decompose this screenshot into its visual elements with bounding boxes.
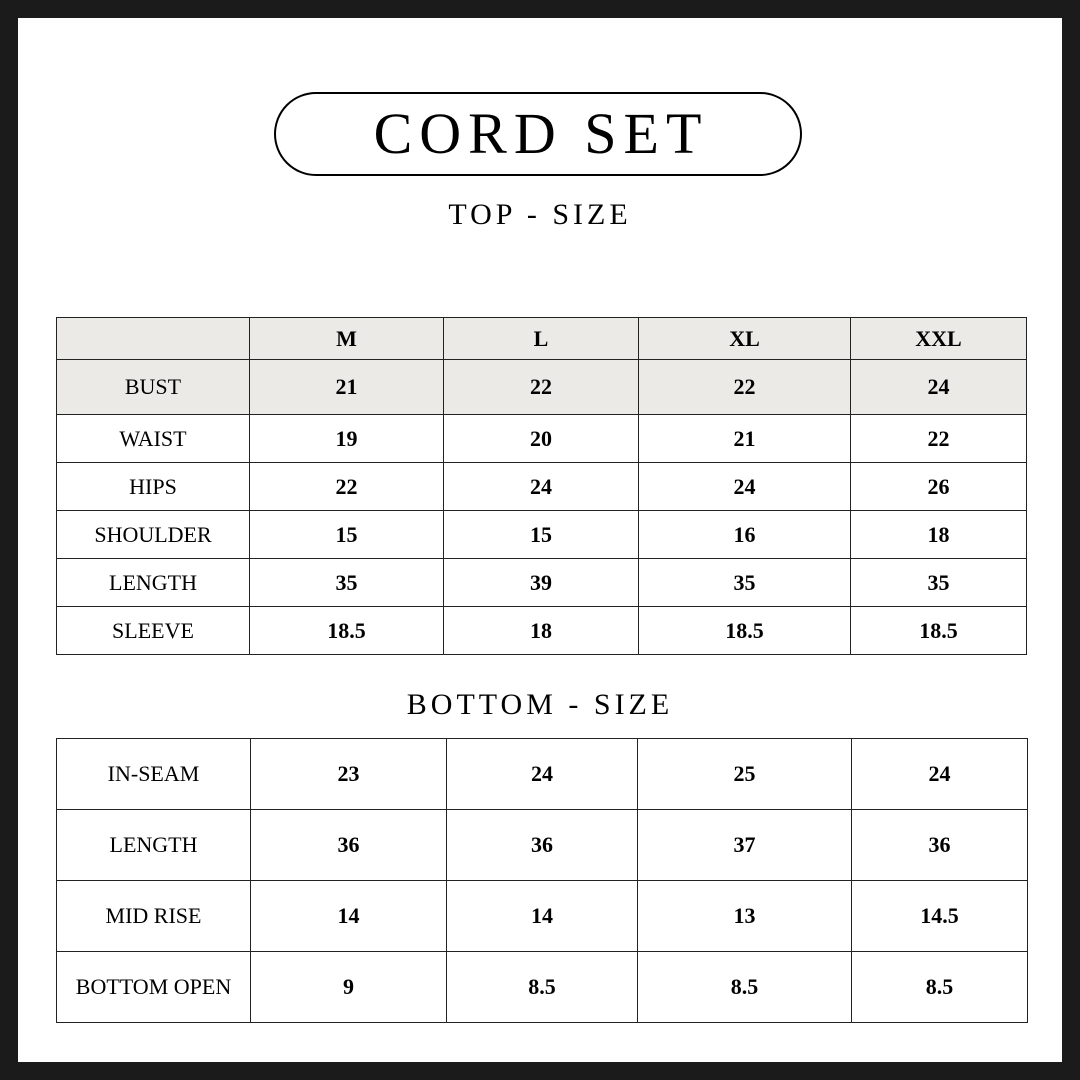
size-header-xl: XL (639, 318, 851, 360)
top-size-table (56, 317, 1027, 655)
cell-value: 35 (639, 559, 851, 607)
cell-value: 22 (639, 360, 851, 415)
cell-value: 39 (444, 559, 639, 607)
cell-value: 20 (444, 415, 639, 463)
row-label: BOTTOM OPEN (57, 952, 251, 1023)
table-row (57, 607, 1027, 655)
cell-value: 22 (444, 360, 639, 415)
cell-value: 24 (447, 739, 638, 810)
page-title: CORD SET (373, 101, 709, 166)
table-row (57, 952, 1028, 1023)
row-label: HIPS (57, 463, 250, 511)
bottom-size-table (56, 738, 1028, 1023)
table-row (57, 511, 1027, 559)
cell-value: 24 (444, 463, 639, 511)
cell-value: 9 (251, 952, 447, 1023)
cell-value: 35 (851, 559, 1027, 607)
cell-value: 23 (251, 739, 447, 810)
size-header-row (57, 318, 1027, 360)
size-header-l: L (444, 318, 639, 360)
cell-value: 14 (447, 881, 638, 952)
row-label: MID RISE (57, 881, 251, 952)
cell-value: 25 (638, 739, 852, 810)
row-label: BUST (57, 360, 250, 415)
cell-value: 18.5 (639, 607, 851, 655)
cell-value: 18.5 (851, 607, 1027, 655)
cell-value: 24 (851, 360, 1027, 415)
cell-value: 15 (444, 511, 639, 559)
table-row (57, 463, 1027, 511)
cell-value: 22 (250, 463, 444, 511)
cell-value: 18.5 (250, 607, 444, 655)
table-row (57, 360, 1027, 415)
cell-value: 18 (851, 511, 1027, 559)
cell-value: 21 (639, 415, 851, 463)
row-label: LENGTH (57, 559, 250, 607)
top-size-heading: TOP - SIZE (448, 198, 632, 231)
table-row (57, 881, 1028, 952)
cell-value: 16 (639, 511, 851, 559)
cell-value: 22 (851, 415, 1027, 463)
size-header-xxl: XXL (851, 318, 1027, 360)
row-label: WAIST (57, 415, 250, 463)
size-header-m: M (250, 318, 444, 360)
cell-value: 8.5 (852, 952, 1028, 1023)
cell-value: 21 (250, 360, 444, 415)
table-row (57, 810, 1028, 881)
cell-value: 24 (639, 463, 851, 511)
size-chart-page (18, 18, 1062, 1062)
cell-value: 24 (852, 739, 1028, 810)
table-row (57, 739, 1028, 810)
title-pill (274, 92, 802, 176)
cell-value: 36 (251, 810, 447, 881)
cell-value: 14.5 (852, 881, 1028, 952)
cell-value: 13 (638, 881, 852, 952)
cell-value: 15 (250, 511, 444, 559)
cell-value: 8.5 (638, 952, 852, 1023)
cell-value: 37 (638, 810, 852, 881)
cell-value: 36 (447, 810, 638, 881)
cell-value: 14 (251, 881, 447, 952)
cell-value: 8.5 (447, 952, 638, 1023)
cell-value: 19 (250, 415, 444, 463)
cell-value: 35 (250, 559, 444, 607)
row-label: SLEEVE (57, 607, 250, 655)
row-label: SHOULDER (57, 511, 250, 559)
cell-value: 26 (851, 463, 1027, 511)
row-label: LENGTH (57, 810, 251, 881)
cell-value: 36 (852, 810, 1028, 881)
table-row (57, 415, 1027, 463)
bottom-size-heading: BOTTOM - SIZE (406, 688, 674, 721)
cell-value: 18 (444, 607, 639, 655)
row-label: IN-SEAM (57, 739, 251, 810)
table-row (57, 559, 1027, 607)
corner-cell (57, 318, 250, 360)
